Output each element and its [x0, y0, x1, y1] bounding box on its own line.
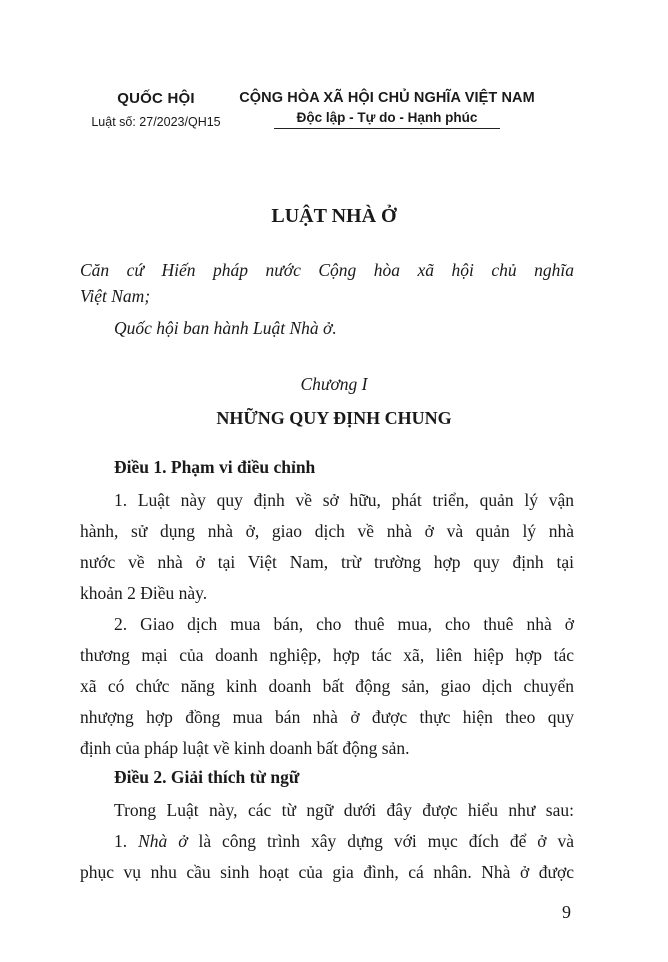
article-1-line: hành, sử dụng nhà ở, giao dịch về nhà ở và quản lý nhà: [80, 521, 574, 541]
article-1-line: 2. Giao dịch mua bán, cho thuê mua, cho thuê nhà ở: [114, 614, 574, 634]
item-number: 1.: [114, 831, 139, 851]
document-title: LUẬT NHÀ Ở: [271, 205, 397, 227]
chapter-title: NHỮNG QUY ĐỊNH CHUNG: [216, 408, 452, 428]
national-title-block: [222, 90, 552, 129]
definition-text: là công trình xây dựng với mục đích để ở và: [187, 831, 574, 851]
preamble-line-1: Căn cứ Hiến pháp nước Cộng hòa xã hội chủ nghĩa: [80, 260, 574, 280]
motto-underline: [274, 128, 500, 129]
article-1-line: định của pháp luật về kinh doanh bất động sản.: [80, 738, 410, 758]
article-2-heading: Điều 2. Giải thích từ ngữ: [114, 767, 300, 787]
article-1-line: khoản 2 Điều này.: [80, 583, 208, 603]
article-1-line: nhượng hợp đồng mua bán nhà ở được thực hiện theo quy: [80, 707, 574, 727]
preamble-line-2: Việt Nam;: [80, 286, 151, 306]
issuing-organization: QUỐC HỘI: [117, 90, 195, 107]
article-1-line: nước về nhà ở tại Việt Nam, trừ trường hợp quy định tại: [80, 552, 574, 572]
issuing-authority-block: [86, 90, 226, 129]
country-name: CỘNG HÒA XÃ HỘI CHỦ NGHĨA VIỆT NAM: [239, 90, 535, 106]
page-number: 9: [562, 902, 571, 922]
law-number: Luật số: 27/2023/QH15: [91, 115, 221, 129]
article-1-line: 1. Luật này quy định về sở hữu, phát triển, quản lý vận: [114, 490, 574, 510]
article-2-intro: Trong Luật này, các từ ngữ dưới đây được hiểu như sau:: [114, 800, 574, 820]
chapter-label: Chương I: [300, 374, 368, 394]
article-1-line: xã có chức năng kinh doanh bất động sản, giao dịch chuyển: [80, 676, 574, 696]
national-motto: Độc lập - Tự do - Hạnh phúc: [296, 110, 478, 125]
article-2-item-1-continuation: phục vụ nhu cầu sinh hoạt của gia đình, cá nhân. Nhà ở được: [80, 862, 574, 882]
preamble-line-3: Quốc hội ban hành Luật Nhà ở.: [114, 318, 337, 338]
article-1-line: thương mại của doanh nghiệp, hợp tác xã, liên hiệp hợp tác: [80, 645, 574, 665]
article-2-item-1: [114, 831, 574, 851]
defined-term: Nhà ở: [138, 831, 188, 851]
article-1-heading: Điều 1. Phạm vi điều chỉnh: [114, 457, 316, 477]
